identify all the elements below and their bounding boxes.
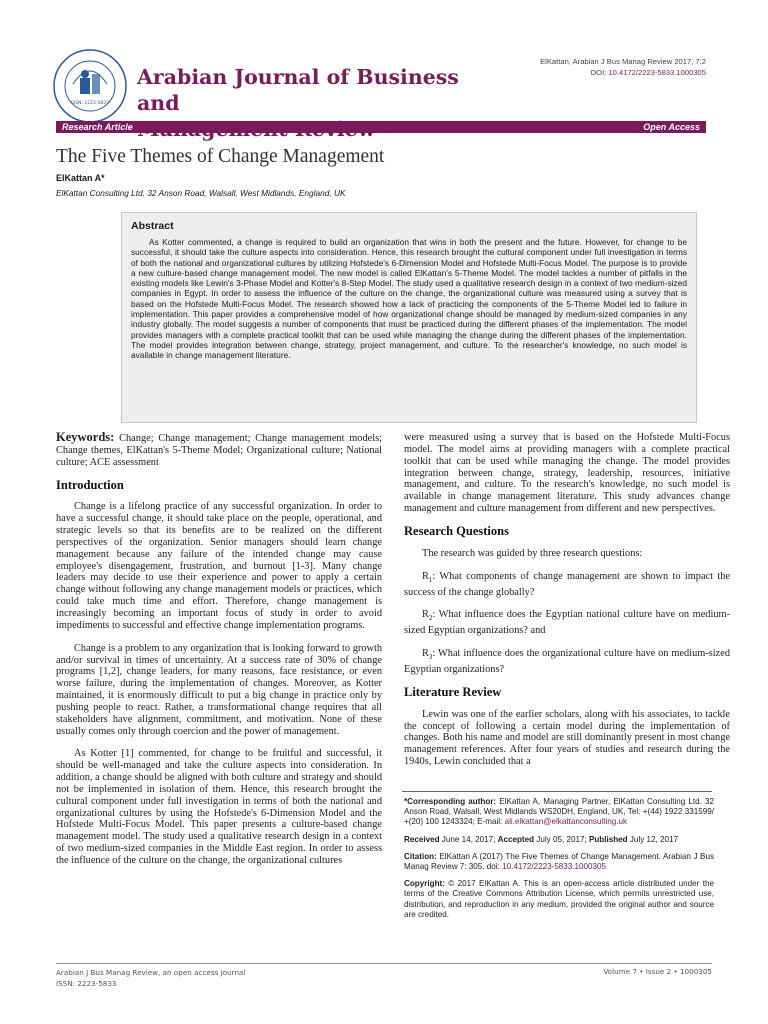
literature-review-paragraph: Lewin was one of the earlier scholars, along with his associates, to tackle the concept of following a certain model during the implementation of changes. Both his name and model are still dominantly present in most change management references. After four years of studies and research during the 1940s, Lewin concluded that a <box>404 708 730 768</box>
literature-review-heading: Literature Review <box>404 684 502 699</box>
research-question-3 <box>404 648 730 676</box>
keywords-label: Keywords: <box>56 430 115 444</box>
corresponding-author-note <box>404 797 714 828</box>
author-affiliation: ElKattan Consulting Ltd. 32 Anson Road, Walsall, West Midlands, England, UK <box>56 188 346 198</box>
doi-label: DOI: <box>590 67 609 77</box>
footnotes <box>404 797 714 925</box>
journal-title-line1: Arabian Journal of Business and <box>137 65 459 115</box>
open-access-label: Open Access <box>643 122 700 132</box>
article-type-bar <box>56 121 706 133</box>
left-column <box>56 432 382 878</box>
author-name: ElKattan A* <box>56 173 105 183</box>
footer-journal-line: Arabian J Bus Manag Review, an open access journal <box>56 968 246 977</box>
intro-paragraph-1: Change is a lifelong practice of any successful organization. In order to have a successful change, it should take place on the people, operational, and strategic levels so that its benefits are to be realized on the different perspectives of the organization. Senior managers should learn change management because any failure of the intended change may cause employee's disengagement, frustration, and burnout [1-3]. Many change leaders may decide to use their experience and power to apply a certain change without following any change management models or practices, which could take much time and effort. Therefore, change management is increasingly becoming an important focus of study in order to avoid impediments to successful and effective change implementation programs. <box>56 501 382 631</box>
logo-issn: ISSN: 2223-5833 <box>71 101 109 106</box>
copyright-label: Copyright: <box>404 879 445 889</box>
journal-logo <box>50 46 130 126</box>
research-questions-intro: The research was guided by three research questions: <box>422 547 643 559</box>
introduction-heading: Introduction <box>56 477 124 492</box>
dates-note <box>404 835 714 845</box>
copyright-note <box>404 879 714 920</box>
rq1-text: : What components of change management are shown to impact the success of the change globally? <box>404 570 730 598</box>
intro-paragraph-3: As Kotter [1] commented, for change to be fruitful and successful, it should be well-managed and take the culture aspects into consideration. In addition, a change should be aligned with both culture and strategy and should not be implemented in isolation of them. Hence, this research brought the cultural component under full investigation in terms of both the national and organizational cultures by using the Hofstede's 6-Dimension Model and the Hofstede Multi-Focus Model. This paper presents a culture-based change management model. The study used a qualitative research design in a context of two medium-sized companies in the Middle East region. In order to assess the influence of the culture on the change, the organizational cultures <box>56 748 382 866</box>
received-label: Received <box>404 834 440 844</box>
citation-text: ElKattan A (2017) The Five Themes of Change Management. Arabian J Bus Manag Review 7: 305. doi: <box>404 851 714 872</box>
citation-line: ElKattan, Arabian J Bus Manag Review 2017, 7:2 <box>540 57 706 66</box>
research-questions-heading: Research Questions <box>404 523 509 538</box>
rq2-text: : What influence does the Egyptian national culture have on medium-sized Egyptian organizations? and <box>404 609 730 637</box>
corr-email-link[interactable]: ali.elkattan@elkattanconsulting.uk <box>504 817 628 827</box>
abstract-heading: Abstract <box>131 220 174 232</box>
rq3-sub: 3 <box>428 653 433 662</box>
rq1-label: R <box>422 570 429 582</box>
footer-volume-issue: Volume 7 • Issue 2 • 1000305 <box>603 967 712 976</box>
corr-label: *Corresponding author: <box>404 797 497 806</box>
doi-link[interactable]: 10.4172/2223-5833.1000305 <box>608 67 706 77</box>
abstract-box <box>121 212 697 423</box>
accepted-date: July 05, 2017; <box>534 834 589 844</box>
copyright-text: © 2017 ElKattan A. This is an open-access article distributed under the terms of the Creative Commons Attribution License, which permits unrestricted use, distribution, and reproduction in any medium, provided the original author and source are credited. <box>404 879 714 919</box>
rq2-sub: 2 <box>428 614 433 623</box>
citation-doi-link[interactable]: 10.4172/2223-5833.1000305 <box>502 862 607 872</box>
keywords-text: Change; Change management; Change management models; Change themes, ElKattan's 5-Theme Model; Organizational culture; National culture; ACE assessment <box>56 433 382 468</box>
received-date: June 14, 2017; <box>439 834 498 844</box>
footer-journal-info <box>56 967 245 989</box>
research-question-1 <box>404 571 730 599</box>
citation-header <box>540 57 706 78</box>
intro-paragraph-3-continued: were measured using a survey that is based on the Hofstede Multi-Focus model. The model aims at providing managers with a complete practical toolkit that can be used while managing the change. The model provides integration between change, strategy, leadership, resources, initiative management, and culture. To the research's knowledge, no such model is available in change management literature. This study advances change management and culture management from different and new perspectives. <box>404 432 730 515</box>
footer-divider <box>56 963 712 964</box>
keywords <box>56 432 382 469</box>
citation-note <box>404 852 714 872</box>
abstract-text: As Kotter commented, a change is required to build an organization that wins in both the present and the future. However, for change to be successful, it should take the culture aspects into consideration. Hence, this research brought the cultural component under full investigation in terms of both the national and organizational cultures by utilizing Hofstede's 6-Dimension Model and Hofstede Multi-Focus Model. The purpose is to provide a new culture-based change management model. The new model is called ElKattan's 5-Theme Model. The model tackles a number of pitfalls in the existing models like Lewin's 3-Phase Model and Kotter's 8-Step Model. The study used a qualitative research design in a context of two medium-sized companies in Egypt. In order to assess the influence of the culture on the change, the organizational culture was measured using a survey that is based on the Hofstede Multi-Focus Model. The research showed how a lack of practicing the components of the 5-Theme Model led to failure in implementation. This paper provides a comprehensive model of how organizational change should be managed by medium-sized companies in any industry globally. The model suggests a number of components that must be practiced during the different phases of the implementation. The model provides managers with a complete practical toolkit that can be used while managing the change during the different phases of the implementation. The model provides integration between change, strategy, project management, and culture. To the researcher's knowledge, no such model is available in change management literature. <box>131 237 687 361</box>
citation-label: Citation: <box>404 851 437 861</box>
corr-text: ElKattan A, Managing Partner, ElKattan Consulting Ltd. 32 Anson Road, Walsall, West Midlands WS20DH, England, UK, Tel: +(44) 1922 331599/ +(20) 100 1243324; E-mail: <box>404 797 714 827</box>
footer-issn: ISSN: 2223-5833 <box>56 979 117 988</box>
article-title: The Five Themes of Change Management <box>56 146 385 167</box>
rq3-label: R <box>422 648 429 660</box>
footnote-divider <box>402 791 712 792</box>
intro-paragraph-2: Change is a problem to any organization that is looking forward to growth and/or survival in times of uncertainty. At a success rate of 30% of change programs [1,2], change leaders, for many reasons, face resistance, or even worse failure, during the implementation of changes. Moreover, as Kotter maintained, it is enormously difficult to put a big change in practice only by pushing people to react. Rather, a transformational change requires that all stakeholders have alignment, commitment, and motivation. None of these usually comes only through coercion and the power of management. <box>56 642 382 737</box>
research-question-2 <box>404 609 730 637</box>
published-label: Published <box>588 834 628 844</box>
accepted-label: Accepted <box>497 834 535 844</box>
published-date: July 12, 2017 <box>627 834 679 844</box>
rq1-sub: 1 <box>428 575 433 584</box>
rq2-label: R <box>422 609 429 621</box>
right-column <box>404 432 730 779</box>
doi-line <box>540 68 706 79</box>
rq3-text: : What influence does the organizational culture have on medium-sized Egyptian organizations? <box>404 648 730 675</box>
article-type-label: Research Article <box>62 122 133 132</box>
